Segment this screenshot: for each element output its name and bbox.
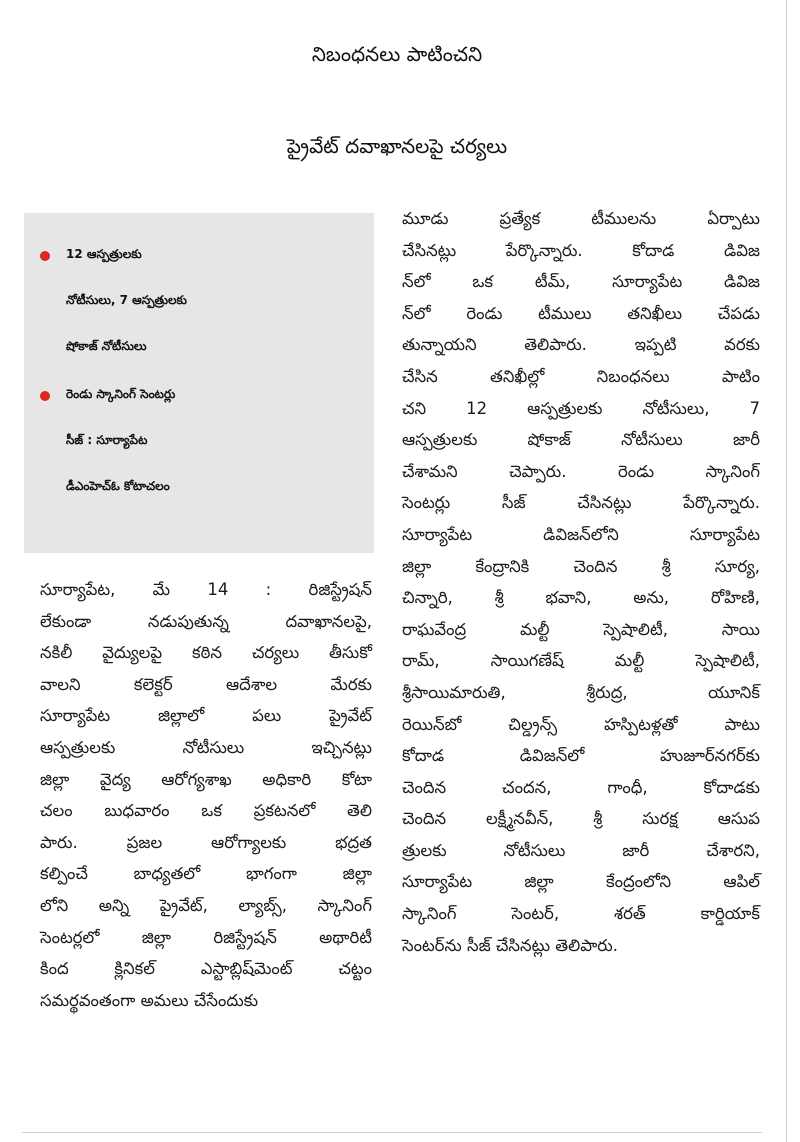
highlights-box <box>24 213 374 553</box>
bullet-icon <box>40 251 50 261</box>
headline <box>14 8 780 192</box>
body-line: లోని అన్ని ప్రైవేట్, ల్యాబ్స్, స్కానింగ్ <box>40 895 372 915</box>
body-line: చెందిన చందన, గాంధీ, కోదాడకు <box>402 777 760 797</box>
body-line: త్రులకు నోటీసులు జారీ చేశారని, <box>402 840 760 860</box>
body-line: న్‌లో రెండు టీములు తనిఖీలు చేపడు <box>402 303 760 323</box>
body-line: సెంటర్లు సీజ్ చేసినట్లు పేర్కొన్నారు. <box>402 493 760 513</box>
body-line: సెంటర్‌ను సీజ్ చేసినట్లు తెలిపారు. <box>402 935 618 955</box>
body-line: చేశామని చెప్పారు. రెండు స్కానింగ్ <box>402 461 760 481</box>
article-body-right-column <box>402 203 760 961</box>
body-line: శ్రీసాయిమారుతి, శ్రీరుద్ర, యూనిక్ <box>402 682 760 702</box>
body-line: కోదాడ డివిజన్‌లో హుజూర్‌నగర్‌కు <box>402 746 760 766</box>
body-line: తున్నాయని తెలిపారు. ఇప్పటి వరకు <box>402 335 760 355</box>
body-line: జిల్లా కేంద్రానికి చెందిన శ్రీ సూర్య, <box>402 556 760 576</box>
body-line: పారు. ప్రజల ఆరోగ్యాలకు భద్రత <box>40 832 372 852</box>
body-line: నకిలీ వైద్యులపై కఠిన చర్యలు తీసుకో <box>40 643 372 663</box>
body-line: రెయిన్‌బో చిల్డ్రన్స్ హస్పిటళ్లతో పాటు <box>402 714 760 734</box>
body-line: సమర్థవంతంగా అమలు చేసేందుకు <box>40 990 259 1010</box>
body-line: చిన్నారి, శ్రీ భవాని, అను, రోహిణి, <box>402 588 760 608</box>
headline-line-2: ప్రైవేట్ దవాఖానలపై చర్యలు <box>286 134 508 158</box>
body-line: చెందిన లక్ష్మీనవీన్, శ్రీ సురక్ష ఆసుప <box>402 809 760 829</box>
body-line: ఆస్పత్రులకు నోటీసులు ఇచ్చినట్లు <box>40 737 372 757</box>
body-line: చలం బుధవారం ఒక ప్రకటనలో తెలి <box>40 801 372 821</box>
highlight-line: సీజ్ : సూర్యాపేట <box>66 433 148 447</box>
body-line: జిల్లా వైద్య ఆరోగ్యశాఖ అధికారి కోటా <box>40 769 372 789</box>
body-line: లేకుండా నడుపుతున్న దవాఖానలపై, <box>40 611 372 631</box>
highlight-line: డీఎంహెచ్ఓ కోటాచలం <box>66 479 170 493</box>
bottom-rule <box>22 1132 762 1133</box>
body-line: సూర్యాపేట జిల్లా కేంద్రంలోని ఆపిల్ <box>402 872 760 892</box>
body-line: కింద క్లినికల్ ఎస్టాబ్లిష్‌మెంట్ చట్టం <box>40 959 372 979</box>
highlight-item <box>36 371 374 509</box>
column-rule-right <box>786 0 787 1142</box>
highlight-line: 12 ఆస్పత్రులకు <box>66 247 142 261</box>
bullet-icon <box>40 391 50 401</box>
body-line: స్కానింగ్ సెంటర్, శరత్ కార్డియాక్ <box>402 904 760 924</box>
body-line: న్‌లో ఒక టీమ్, సూర్యాపేట డివిజ <box>402 272 760 292</box>
body-line: రాఘవేంద్ర మల్టీ స్పెషాలిటీ, సాయి <box>402 619 760 639</box>
body-line: సెంటర్లలో జిల్లా రిజిస్ట్రేషన్ అథారిటీ <box>40 927 372 947</box>
highlight-line: షోకాజ్ నోటీసులు <box>66 339 147 353</box>
body-line: మూడు ప్రత్యేక టీములను ఏర్పాటు <box>402 209 760 228</box>
body-line: చని 12 ఆస్పత్రులకు నోటీసులు, 7 <box>402 398 760 418</box>
body-line: సూర్యాపేట డివిజన్‌లోని సూర్యాపేట <box>402 524 760 544</box>
highlight-line: రెండు స్కానింగ్ సెంటర్లు <box>66 387 176 401</box>
highlight-item <box>36 231 374 369</box>
body-line: ఆస్పత్రులకు షోకాజ్ నోటీసులు జారీ <box>402 430 760 450</box>
body-line: చేసినట్లు పేర్కొన్నారు. కోదాడ డివిజ <box>402 240 760 260</box>
headline-line-1: నిబంధనలు పాటించని <box>311 42 483 66</box>
body-line: చేసిన తనిఖీల్లో నిబంధనలు పాటిం <box>402 366 760 386</box>
article-body-left-column <box>40 574 372 1016</box>
body-line: సూర్యాపేట జిల్లాలో పలు ప్రైవేట్ <box>40 706 372 726</box>
highlight-line: నోటీసులు, 7 ఆస్పత్రులకు <box>66 293 187 307</box>
body-line: సూర్యాపేట, మే 14 : రిజిస్ట్రేషన్ <box>40 580 372 599</box>
body-line: వాలని కలెక్టర్ ఆదేశాల మేరకు <box>40 674 372 694</box>
body-line: రామ్, సాయిగణేష్ మల్టీ స్పెషాలిటీ, <box>402 651 760 671</box>
body-line: కల్పించే బాధ్యతలో భాగంగా జిల్లా <box>40 864 372 884</box>
